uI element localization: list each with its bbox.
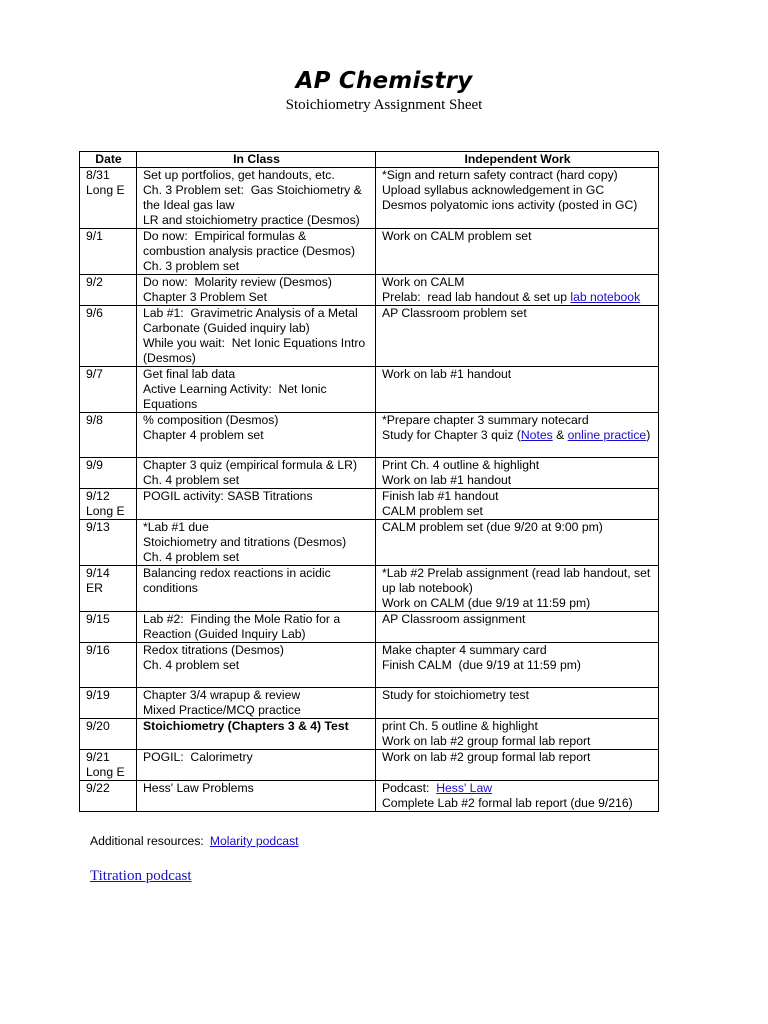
in-class-item: Stoichiometry and titrations (Desmos) (143, 535, 347, 549)
in-class-cell (137, 413, 376, 458)
in-class-cell (137, 719, 376, 750)
independent-work-text: & (552, 428, 568, 442)
in-class-cell (137, 489, 376, 520)
independent-work-text: AP Classroom problem set (382, 306, 527, 320)
in-class-item: Do now: Molarity review (Desmos) (143, 275, 332, 289)
date-cell (80, 612, 137, 643)
independent-work-item (382, 168, 653, 183)
independent-work-item (382, 719, 653, 734)
in-class-cell (137, 781, 376, 812)
additional-resources-label: Additional resources: (90, 834, 204, 848)
table-row (80, 367, 659, 413)
date-cell (80, 643, 137, 688)
independent-work-item (382, 658, 653, 673)
independent-work-item (382, 643, 653, 658)
date-cell (80, 566, 137, 612)
independent-work-cell (376, 275, 659, 306)
in-class-item: Ch. 4 problem set (143, 658, 240, 672)
header-in-class: In Class (137, 152, 376, 168)
independent-work-text: Desmos polyatomic ions activity (posted in GC) (382, 198, 638, 212)
table-row (80, 306, 659, 367)
independent-work-item (382, 473, 653, 488)
independent-work-text: ) (646, 428, 651, 442)
independent-work-cell (376, 458, 659, 489)
date-cell (80, 367, 137, 413)
independent-work-cell (376, 229, 659, 275)
in-class-item: LR and stoichiometry practice (Desmos) (143, 213, 360, 227)
independent-work-item (382, 229, 653, 244)
independent-work-text: Podcast: (382, 781, 437, 795)
in-class-item: Lab #2: Finding the Mole Ratio for a Reaction (Guided Inquiry Lab) (143, 612, 344, 641)
independent-work-item (382, 290, 653, 305)
independent-work-item (382, 796, 653, 811)
in-class-item: *Lab #1 due (143, 520, 209, 534)
independent-work-item (382, 504, 653, 519)
date-note: Long E (86, 504, 125, 518)
independent-work-text: Work on lab #2 group formal lab report (382, 734, 591, 748)
independent-work-text: Upload syllabus acknowledgement in GC (382, 183, 605, 197)
notes-link[interactable]: Notes (520, 428, 553, 442)
hess-law-link[interactable]: Hess' Law (436, 781, 493, 795)
independent-work-item (382, 367, 653, 382)
independent-work-cell (376, 306, 659, 367)
in-class-item: Do now: Empirical formulas & combustion analysis practice (Desmos) (143, 229, 356, 258)
independent-work-text: Finish lab #1 handout (382, 489, 499, 503)
independent-work-item (382, 428, 653, 443)
independent-work-item (382, 458, 653, 473)
in-class-cell (137, 229, 376, 275)
table-row (80, 489, 659, 520)
in-class-item: POGIL: Calorimetry (143, 750, 253, 764)
in-class-cell (137, 275, 376, 306)
date-value: 9/8 (86, 413, 103, 427)
in-class-item: POGIL activity: SASB Titrations (143, 489, 313, 503)
date-cell (80, 168, 137, 229)
date-value: 9/2 (86, 275, 103, 289)
independent-work-cell (376, 750, 659, 781)
in-class-cell (137, 688, 376, 719)
independent-work-item (382, 750, 653, 765)
date-cell (80, 489, 137, 520)
in-class-item: Hess' Law Problems (143, 781, 254, 795)
in-class-cell (137, 566, 376, 612)
date-value: 9/16 (86, 643, 110, 657)
in-class-cell (137, 458, 376, 489)
date-note: Long E (86, 183, 125, 197)
header-date: Date (80, 152, 137, 168)
date-cell (80, 413, 137, 458)
date-value: 9/15 (86, 612, 110, 626)
in-class-cell (137, 168, 376, 229)
table-header-row (80, 152, 659, 168)
independent-work-cell (376, 168, 659, 229)
in-class-cell (137, 367, 376, 413)
date-note: ER (86, 581, 103, 595)
table-row (80, 520, 659, 566)
independent-work-cell (376, 566, 659, 612)
independent-work-text: Work on CALM (382, 275, 465, 289)
in-class-item: Ch. 3 Problem set: Gas Stoichiometry & the Ideal gas law (143, 183, 366, 212)
independent-work-text: print Ch. 5 outline & highlight (382, 719, 538, 733)
independent-work-item (382, 596, 653, 611)
table-row (80, 781, 659, 812)
date-value: 9/22 (86, 781, 110, 795)
in-class-cell (137, 520, 376, 566)
in-class-cell (137, 306, 376, 367)
in-class-item: Set up portfolios, get handouts, etc. (143, 168, 335, 182)
independent-work-item (382, 275, 653, 290)
independent-work-text: *Prepare chapter 3 summary notecard (382, 413, 589, 427)
date-cell (80, 781, 137, 812)
independent-work-text: *Lab #2 Prelab assignment (read lab handout, set up lab notebook) (382, 566, 654, 595)
date-value: 8/31 (86, 168, 110, 182)
titration-podcast-container (90, 868, 192, 885)
date-cell (80, 275, 137, 306)
in-class-item: Chapter 3 Problem Set (143, 290, 267, 304)
date-value: 9/19 (86, 688, 110, 702)
date-value: 9/13 (86, 520, 110, 534)
additional-resources (90, 834, 299, 848)
in-class-cell (137, 643, 376, 688)
table-row (80, 688, 659, 719)
independent-work-text: Make chapter 4 summary card (382, 643, 547, 657)
independent-work-item (382, 413, 653, 428)
date-value: 9/12 (86, 489, 110, 503)
independent-work-item (382, 781, 653, 796)
date-cell (80, 688, 137, 719)
independent-work-cell (376, 520, 659, 566)
table-row (80, 719, 659, 750)
date-cell (80, 458, 137, 489)
online-practice-link[interactable]: online practice (567, 428, 647, 442)
in-class-item: Ch. 4 problem set (143, 550, 240, 564)
in-class-item: Chapter 3 quiz (empirical formula & LR) (143, 458, 358, 472)
page-subtitle: Stoichiometry Assignment Sheet (285, 97, 483, 113)
header-independent-work: Independent Work (376, 152, 659, 168)
table-body (80, 168, 659, 812)
independent-work-item (382, 520, 653, 535)
in-class-item: Ch. 4 problem set (143, 473, 240, 487)
in-class-cell (137, 750, 376, 781)
independent-work-item (382, 566, 653, 596)
table-row (80, 566, 659, 612)
in-class-item: % composition (Desmos) (143, 413, 279, 427)
table-row (80, 643, 659, 688)
table-row (80, 458, 659, 489)
independent-work-cell (376, 489, 659, 520)
independent-work-cell (376, 612, 659, 643)
independent-work-text: Finish CALM (due 9/19 at 11:59 pm) (382, 658, 581, 672)
in-class-item: Ch. 3 problem set (143, 259, 240, 273)
in-class-item: Balancing redox reactions in acidic conditions (143, 566, 335, 595)
in-class-item: Stoichiometry (Chapters 3 & 4) Test (143, 719, 349, 733)
table-row (80, 750, 659, 781)
date-value: 9/9 (86, 458, 103, 472)
lab-notebook-link[interactable]: lab notebook (570, 290, 641, 304)
date-value: 9/7 (86, 367, 103, 381)
independent-work-item (382, 306, 653, 321)
date-cell (80, 306, 137, 367)
in-class-item: While you wait: Net Ionic Equations Intro (Desmos) (143, 336, 369, 365)
independent-work-item (382, 183, 653, 198)
independent-work-cell (376, 688, 659, 719)
independent-work-text: AP Classroom assignment (382, 612, 526, 626)
page-title: AP Chemistry (295, 68, 473, 94)
independent-work-cell (376, 643, 659, 688)
in-class-item: Mixed Practice/MCQ practice (143, 703, 301, 717)
in-class-item: Lab #1: Gravimetric Analysis of a Metal Carbonate (Guided inquiry lab) (143, 306, 362, 335)
table-row (80, 275, 659, 306)
date-value: 9/20 (86, 719, 110, 733)
date-value: 9/1 (86, 229, 103, 243)
independent-work-cell (376, 413, 659, 458)
independent-work-text: Work on lab #1 handout (382, 473, 512, 487)
independent-work-text: CALM problem set (due 9/20 at 9:00 pm) (382, 520, 603, 534)
assignment-table (79, 151, 659, 812)
date-value: 9/21 (86, 750, 110, 764)
independent-work-text: Study for stoichiometry test (382, 688, 529, 702)
in-class-cell (137, 612, 376, 643)
independent-work-text: Work on CALM problem set (382, 229, 532, 243)
independent-work-item (382, 734, 653, 749)
independent-work-cell (376, 719, 659, 750)
date-value: 9/6 (86, 306, 103, 320)
date-cell (80, 520, 137, 566)
independent-work-text: Work on lab #1 handout (382, 367, 512, 381)
independent-work-text: Work on CALM (due 9/19 at 11:59 pm) (382, 596, 591, 610)
date-cell (80, 750, 137, 781)
in-class-item: Chapter 4 problem set (143, 428, 264, 442)
independent-work-text: Prelab: read lab handout & set up (382, 290, 571, 304)
date-value: 9/14 (86, 566, 110, 580)
in-class-item: Active Learning Activity: Net Ionic Equations (143, 382, 330, 411)
independent-work-item (382, 612, 653, 627)
independent-work-text: Study for Chapter 3 quiz ( (382, 428, 521, 442)
independent-work-text: *Sign and return safety contract (hard copy) (382, 168, 618, 182)
independent-work-cell (376, 367, 659, 413)
table-row (80, 229, 659, 275)
independent-work-text: CALM problem set (382, 504, 483, 518)
molarity-podcast-link[interactable]: Molarity podcast (209, 834, 299, 848)
in-class-item: Chapter 3/4 wrapup & review (143, 688, 301, 702)
independent-work-cell (376, 781, 659, 812)
date-cell (80, 229, 137, 275)
table-row (80, 413, 659, 458)
date-note: Long E (86, 765, 125, 779)
date-cell (80, 719, 137, 750)
independent-work-item (382, 489, 653, 504)
table-row (80, 612, 659, 643)
independent-work-text: Print Ch. 4 outline & highlight (382, 458, 540, 472)
independent-work-text: Work on lab #2 group formal lab report (382, 750, 591, 764)
in-class-item: Get final lab data (143, 367, 236, 381)
titration-podcast-link[interactable]: Titration podcast (90, 868, 192, 884)
independent-work-text: Complete Lab #2 formal lab report (due 9/216) (382, 796, 633, 810)
independent-work-item (382, 198, 653, 213)
independent-work-item (382, 688, 653, 703)
table-row (80, 168, 659, 229)
in-class-item: Redox titrations (Desmos) (143, 643, 284, 657)
